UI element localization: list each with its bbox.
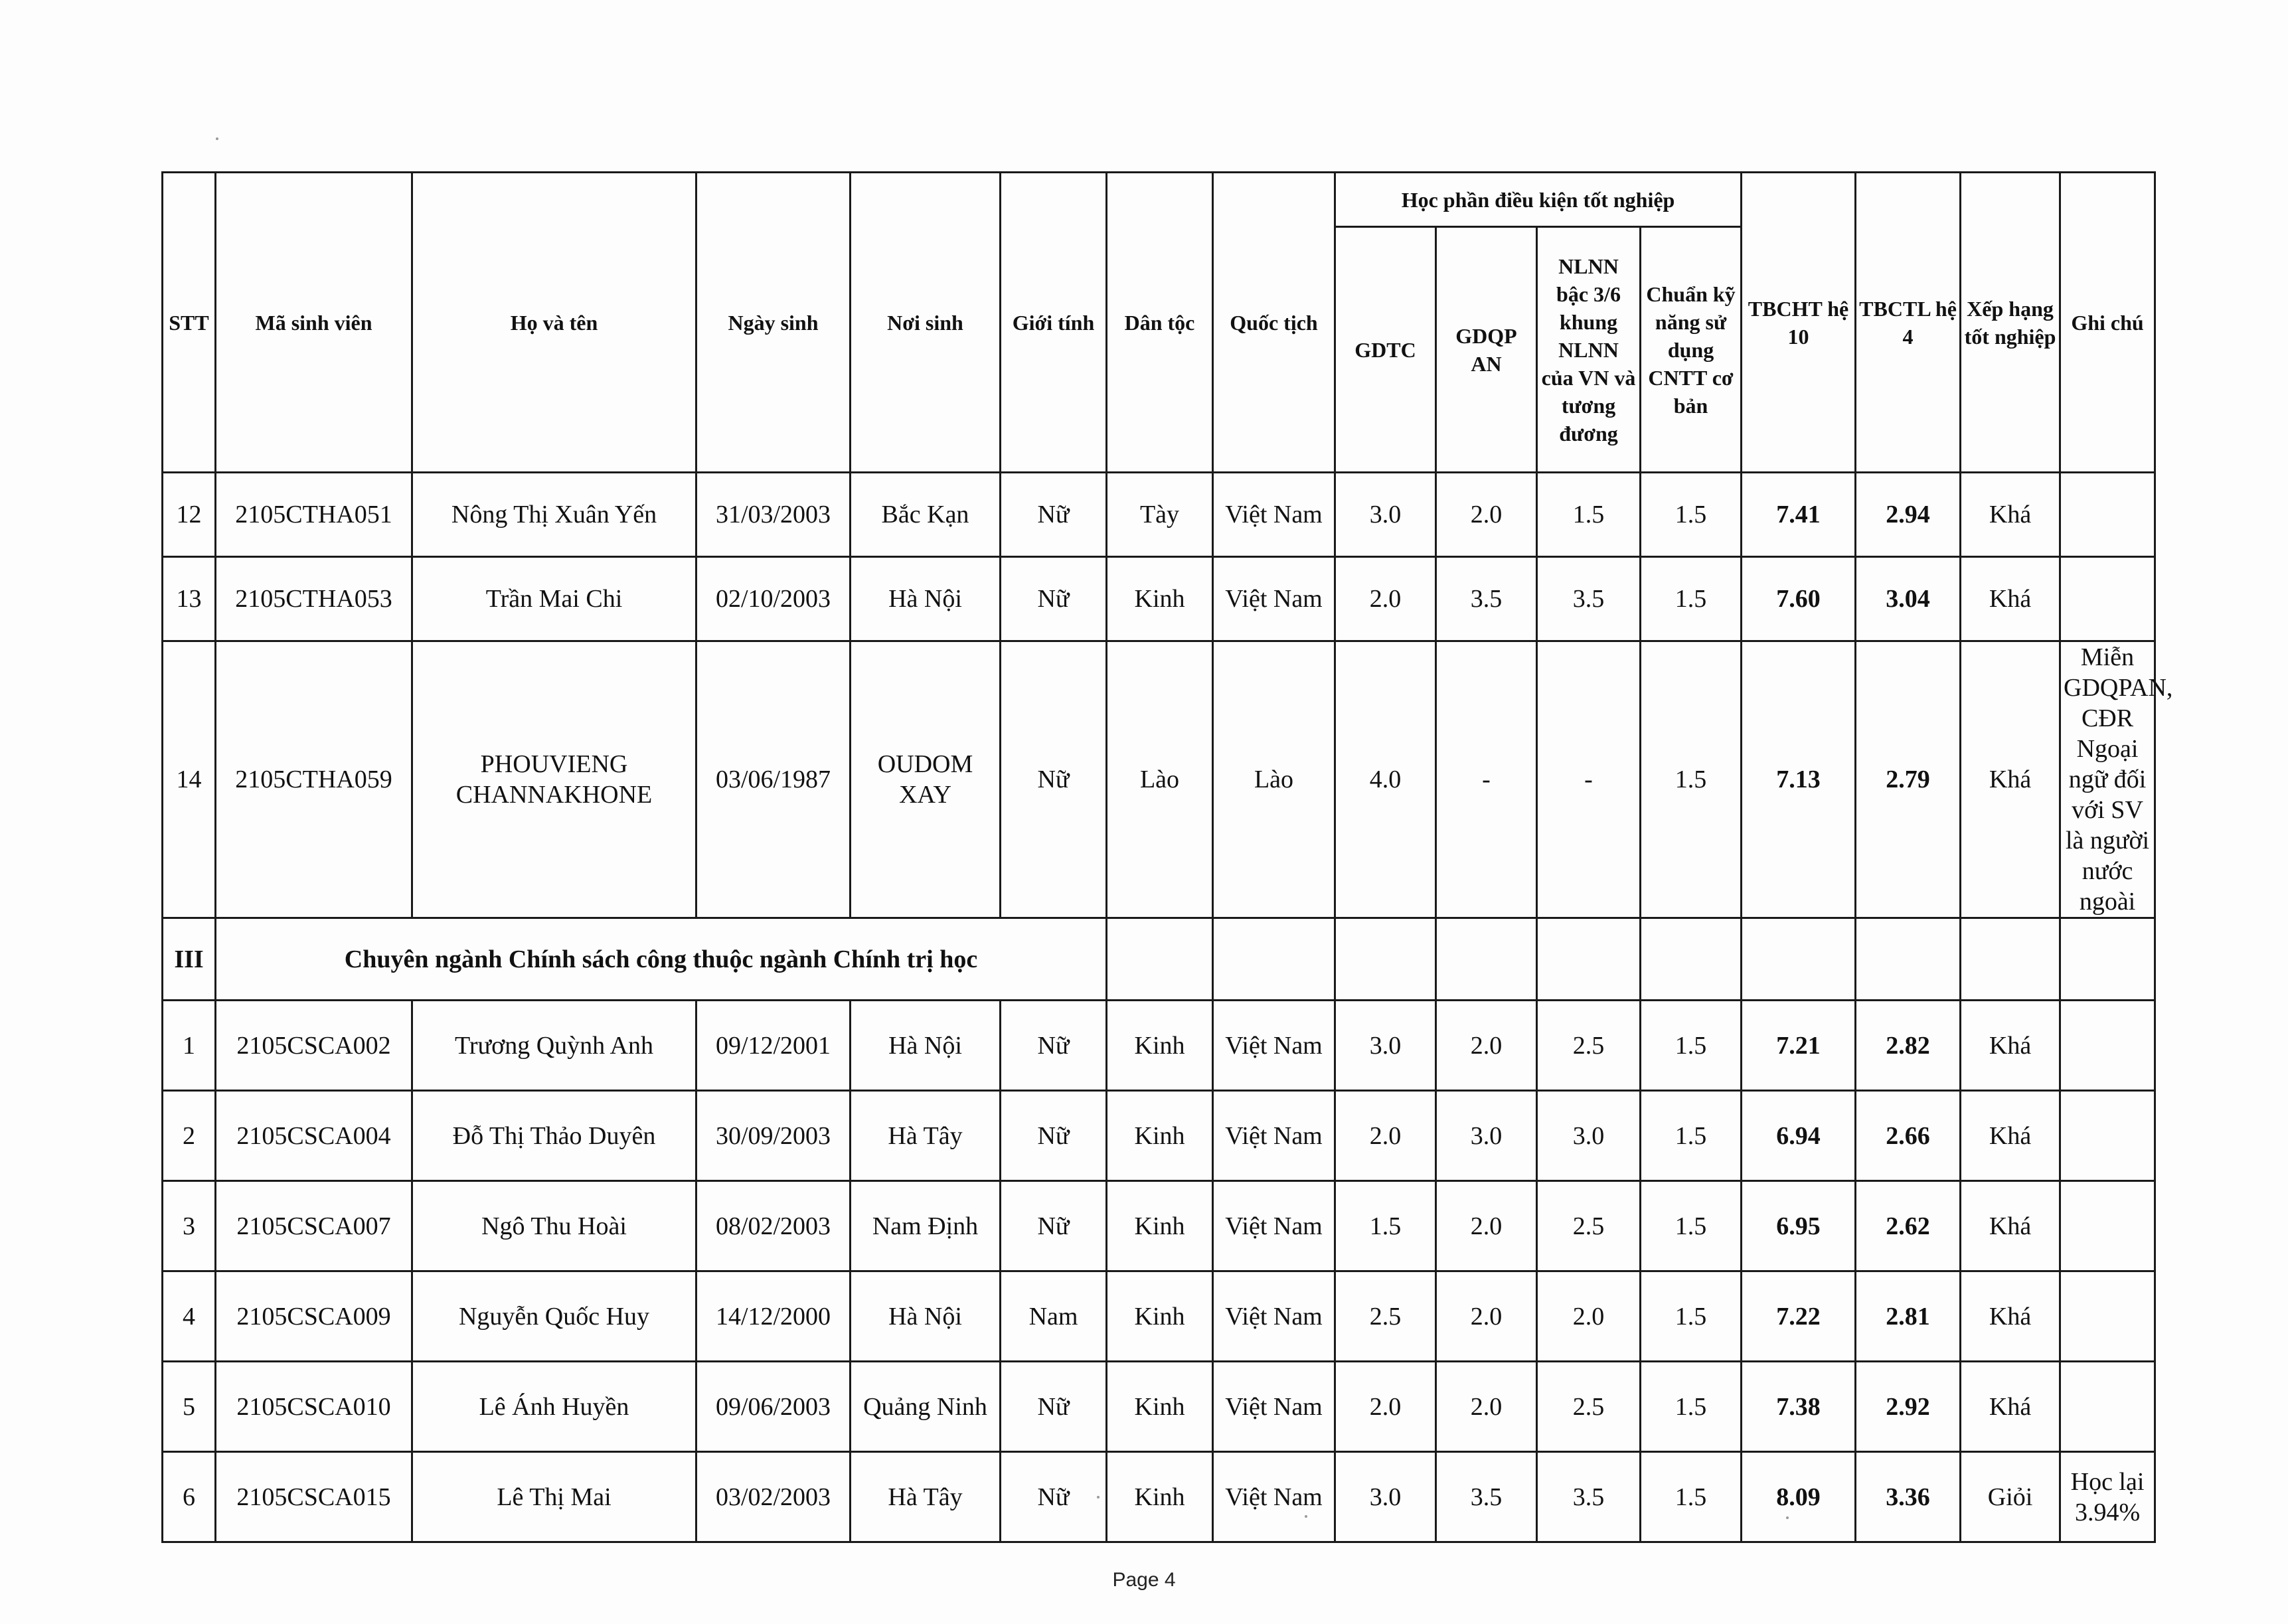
cell-stt: 1 (163, 1001, 216, 1091)
cell-birth-date: 31/03/2003 (696, 473, 851, 557)
table-row (163, 473, 2155, 557)
cell-blank (2060, 918, 2155, 1001)
cell-birth-date: 08/02/2003 (696, 1181, 851, 1271)
cell-ranking: Khá (1961, 557, 2060, 641)
cell-student-id: 2105CTHA053 (216, 557, 412, 641)
cell-ethnicity: Kinh (1107, 1001, 1213, 1091)
col-header-cntt: Chuẩn kỹ năng sử dụng CNTT cơ bản (1641, 227, 1742, 473)
cell-gdqpan: 2.0 (1436, 1001, 1537, 1091)
cell-nationality: Việt Nam (1213, 1181, 1335, 1271)
cell-gender: Nam (1001, 1271, 1107, 1362)
cell-cntt: 1.5 (1641, 1091, 1742, 1181)
cell-cntt: 1.5 (1641, 641, 1742, 918)
cell-cntt: 1.5 (1641, 1181, 1742, 1271)
cell-gender: Nữ (1001, 1362, 1107, 1452)
cell-student-id: 2105CSCA007 (216, 1181, 412, 1271)
cell-blank (1856, 918, 1961, 1001)
cell-gdtc: 4.0 (1335, 641, 1436, 918)
cell-ranking: Khá (1961, 1001, 2060, 1091)
col-header-gdqpan: GDQP AN (1436, 227, 1537, 473)
cell-nlnn: 2.5 (1537, 1181, 1641, 1271)
cell-nationality: Việt Nam (1213, 1091, 1335, 1181)
table-row (163, 1001, 2155, 1091)
cell-nlnn: 2.5 (1537, 1362, 1641, 1452)
cell-student-id: 2105CSCA009 (216, 1271, 412, 1362)
col-header-tbctl: TBCTL hệ 4 (1856, 173, 1961, 473)
cell-cntt: 1.5 (1641, 1362, 1742, 1452)
section-title: Chuyên ngành Chính sách công thuộc ngành Chính trị học (216, 918, 1107, 1001)
cell-stt: 12 (163, 473, 216, 557)
cell-student-id: 2105CTHA059 (216, 641, 412, 918)
cell-blank (1436, 918, 1537, 1001)
cell-ranking: Khá (1961, 1362, 2060, 1452)
cell-tbctl: 2.81 (1856, 1271, 1961, 1362)
cell-birth-date: 30/09/2003 (696, 1091, 851, 1181)
cell-birthplace: Quảng Ninh (851, 1362, 1001, 1452)
cell-tbcht: 7.21 (1742, 1001, 1856, 1091)
cell-tbcht: 7.13 (1742, 641, 1856, 918)
cell-gdqpan: 2.0 (1436, 1181, 1537, 1271)
table-row (163, 1362, 2155, 1452)
cell-ranking: Khá (1961, 1271, 2060, 1362)
cell-ethnicity: Kinh (1107, 1091, 1213, 1181)
cell-nationality: Việt Nam (1213, 1452, 1335, 1542)
cell-stt: 2 (163, 1091, 216, 1181)
cell-gender: Nữ (1001, 1091, 1107, 1181)
cell-gdqpan: 3.0 (1436, 1091, 1537, 1181)
cell-gender: Nữ (1001, 1001, 1107, 1091)
cell-birth-date: 09/06/2003 (696, 1362, 851, 1452)
cell-gender: Nữ (1001, 1181, 1107, 1271)
cell-notes (2060, 1001, 2155, 1091)
cell-tbcht: 6.94 (1742, 1091, 1856, 1181)
cell-birthplace: Hà Nội (851, 1001, 1001, 1091)
cell-gdqpan: 3.5 (1436, 557, 1537, 641)
cell-birthplace: OUDOM XAY (851, 641, 1001, 918)
cell-tbcht: 8.09 (1742, 1452, 1856, 1542)
cell-birthplace: Hà Nội (851, 557, 1001, 641)
col-header-student-id: Mã sinh viên (216, 173, 412, 473)
cell-gdqpan: 2.0 (1436, 473, 1537, 557)
cell-notes (2060, 1181, 2155, 1271)
col-header-ethnicity: Dân tộc (1107, 173, 1213, 473)
scan-speck (216, 137, 218, 140)
cell-student-id: 2105CSCA002 (216, 1001, 412, 1091)
cell-tbctl: 2.92 (1856, 1362, 1961, 1452)
cell-tbctl: 2.66 (1856, 1091, 1961, 1181)
cell-nationality: Việt Nam (1213, 1271, 1335, 1362)
cell-nationality: Việt Nam (1213, 1362, 1335, 1452)
cell-tbcht: 7.60 (1742, 557, 1856, 641)
cell-ranking: Khá (1961, 473, 2060, 557)
cell-full-name: Trần Mai Chi (412, 557, 696, 641)
cell-notes: Miễn GDQPAN, CĐR Ngoại ngữ đối với SV là người nước ngoài (2060, 641, 2155, 918)
cell-birthplace: Hà Tây (851, 1452, 1001, 1542)
cell-ranking: Khá (1961, 1181, 2060, 1271)
table-row (163, 1452, 2155, 1542)
cell-birth-date: 03/02/2003 (696, 1452, 851, 1542)
col-header-nationality: Quốc tịch (1213, 173, 1335, 473)
cell-tbctl: 3.36 (1856, 1452, 1961, 1542)
cell-blank (1961, 918, 2060, 1001)
cell-cntt: 1.5 (1641, 1452, 1742, 1542)
cell-tbctl: 2.79 (1856, 641, 1961, 918)
cell-full-name: Nông Thị Xuân Yến (412, 473, 696, 557)
cell-student-id: 2105CSCA010 (216, 1362, 412, 1452)
cell-stt: 5 (163, 1362, 216, 1452)
cell-stt: 3 (163, 1181, 216, 1271)
cell-gdtc: 3.0 (1335, 1452, 1436, 1542)
table-row (163, 1091, 2155, 1181)
cell-ethnicity: Lào (1107, 641, 1213, 918)
cell-gender: Nữ (1001, 1452, 1107, 1542)
cell-stt: 13 (163, 557, 216, 641)
cell-tbctl: 2.94 (1856, 473, 1961, 557)
cell-full-name: Ngô Thu Hoài (412, 1181, 696, 1271)
cell-gdtc: 3.0 (1335, 1001, 1436, 1091)
cell-tbcht: 7.41 (1742, 473, 1856, 557)
cell-nationality: Việt Nam (1213, 557, 1335, 641)
cell-birthplace: Hà Nội (851, 1271, 1001, 1362)
cell-ranking: Khá (1961, 1091, 2060, 1181)
cell-nlnn: 2.0 (1537, 1271, 1641, 1362)
cell-full-name: Nguyễn Quốc Huy (412, 1271, 696, 1362)
table-row (163, 1271, 2155, 1362)
cell-notes: Học lại 3.94% (2060, 1452, 2155, 1542)
cell-notes (2060, 557, 2155, 641)
graduation-table (161, 171, 2173, 1543)
cell-tbcht: 7.22 (1742, 1271, 1856, 1362)
cell-ethnicity: Kinh (1107, 1271, 1213, 1362)
col-header-birthplace: Nơi sinh (851, 173, 1001, 473)
cell-blank (1335, 918, 1436, 1001)
cell-ranking: Giỏi (1961, 1452, 2060, 1542)
col-header-ranking: Xếp hạng tốt nghiệp (1961, 173, 2060, 473)
cell-tbctl: 2.82 (1856, 1001, 1961, 1091)
cell-gdtc: 2.0 (1335, 557, 1436, 641)
cell-nlnn: 3.5 (1537, 557, 1641, 641)
cell-tbctl: 2.62 (1856, 1181, 1961, 1271)
cell-birth-date: 03/06/1987 (696, 641, 851, 918)
table-row (163, 641, 2155, 918)
cell-ethnicity: Tày (1107, 473, 1213, 557)
cell-birthplace: Hà Tây (851, 1091, 1001, 1181)
section-row (163, 918, 2155, 1001)
col-header-stt: STT (163, 173, 216, 473)
cell-gdqpan: 2.0 (1436, 1271, 1537, 1362)
cell-ethnicity: Kinh (1107, 1362, 1213, 1452)
cell-gdtc: 1.5 (1335, 1181, 1436, 1271)
cell-gender: Nữ (1001, 557, 1107, 641)
cell-notes (2060, 473, 2155, 557)
table-row (163, 1181, 2155, 1271)
cell-blank (1213, 918, 1335, 1001)
cell-gdtc: 2.5 (1335, 1271, 1436, 1362)
cell-ethnicity: Kinh (1107, 1181, 1213, 1271)
col-header-gdtc: GDTC (1335, 227, 1436, 473)
cell-tbcht: 6.95 (1742, 1181, 1856, 1271)
col-header-gender: Giới tính (1001, 173, 1107, 473)
cell-stt: 14 (163, 641, 216, 918)
cell-notes (2060, 1362, 2155, 1452)
cell-nlnn: 2.5 (1537, 1001, 1641, 1091)
cell-gdqpan: - (1436, 641, 1537, 918)
cell-student-id: 2105CSCA015 (216, 1452, 412, 1542)
cell-full-name: Lê Thị Mai (412, 1452, 696, 1542)
cell-notes (2060, 1271, 2155, 1362)
cell-ethnicity: Kinh (1107, 1452, 1213, 1542)
col-header-nlnn: NLNN bậc 3/6 khung NLNN của VN và tương đương (1537, 227, 1641, 473)
page-number: Page 4 (1112, 1569, 1176, 1591)
cell-birthplace: Nam Định (851, 1181, 1001, 1271)
col-header-tbcht: TBCHT hệ 10 (1742, 173, 1856, 473)
cell-gdqpan: 3.5 (1436, 1452, 1537, 1542)
col-header-full-name: Họ và tên (412, 173, 696, 473)
cell-birth-date: 09/12/2001 (696, 1001, 851, 1091)
cell-blank (1742, 918, 1856, 1001)
cell-gdtc: 3.0 (1335, 473, 1436, 557)
cell-full-name: Đỗ Thị Thảo Duyên (412, 1091, 696, 1181)
cell-nationality: Lào (1213, 641, 1335, 918)
cell-tbctl: 3.04 (1856, 557, 1961, 641)
cell-notes (2060, 1091, 2155, 1181)
cell-gender: Nữ (1001, 641, 1107, 918)
cell-blank (1641, 918, 1742, 1001)
cell-nationality: Việt Nam (1213, 473, 1335, 557)
cell-tbcht: 7.38 (1742, 1362, 1856, 1452)
cell-birthplace: Bắc Kạn (851, 473, 1001, 557)
cell-birth-date: 14/12/2000 (696, 1271, 851, 1362)
cell-stt: 6 (163, 1452, 216, 1542)
cell-nationality: Việt Nam (1213, 1001, 1335, 1091)
section-number: III (163, 918, 216, 1001)
cell-cntt: 1.5 (1641, 557, 1742, 641)
col-header-notes: Ghi chú (2060, 173, 2155, 473)
cell-full-name: Lê Ánh Huyền (412, 1362, 696, 1452)
cell-birth-date: 02/10/2003 (696, 557, 851, 641)
cell-blank (1537, 918, 1641, 1001)
cell-student-id: 2105CSCA004 (216, 1091, 412, 1181)
cell-cntt: 1.5 (1641, 1001, 1742, 1091)
cell-nlnn: - (1537, 641, 1641, 918)
cell-blank (1107, 918, 1213, 1001)
cell-gender: Nữ (1001, 473, 1107, 557)
col-header-graduation-conditions: Học phần điều kiện tốt nghiệp (1335, 173, 1742, 227)
cell-ethnicity: Kinh (1107, 557, 1213, 641)
cell-cntt: 1.5 (1641, 1271, 1742, 1362)
header-row-1 (163, 173, 2155, 227)
cell-cntt: 1.5 (1641, 473, 1742, 557)
cell-stt: 4 (163, 1271, 216, 1362)
cell-gdtc: 2.0 (1335, 1362, 1436, 1452)
cell-gdqpan: 2.0 (1436, 1362, 1537, 1452)
cell-full-name: PHOUVIENG CHANNAKHONE (412, 641, 696, 918)
table-row (163, 557, 2155, 641)
cell-ranking: Khá (1961, 641, 2060, 918)
cell-nlnn: 1.5 (1537, 473, 1641, 557)
cell-full-name: Trương Quỳnh Anh (412, 1001, 696, 1091)
cell-nlnn: 3.0 (1537, 1091, 1641, 1181)
cell-nlnn: 3.5 (1537, 1452, 1641, 1542)
col-header-birth-date: Ngày sinh (696, 173, 851, 473)
cell-gdtc: 2.0 (1335, 1091, 1436, 1181)
cell-student-id: 2105CTHA051 (216, 473, 412, 557)
